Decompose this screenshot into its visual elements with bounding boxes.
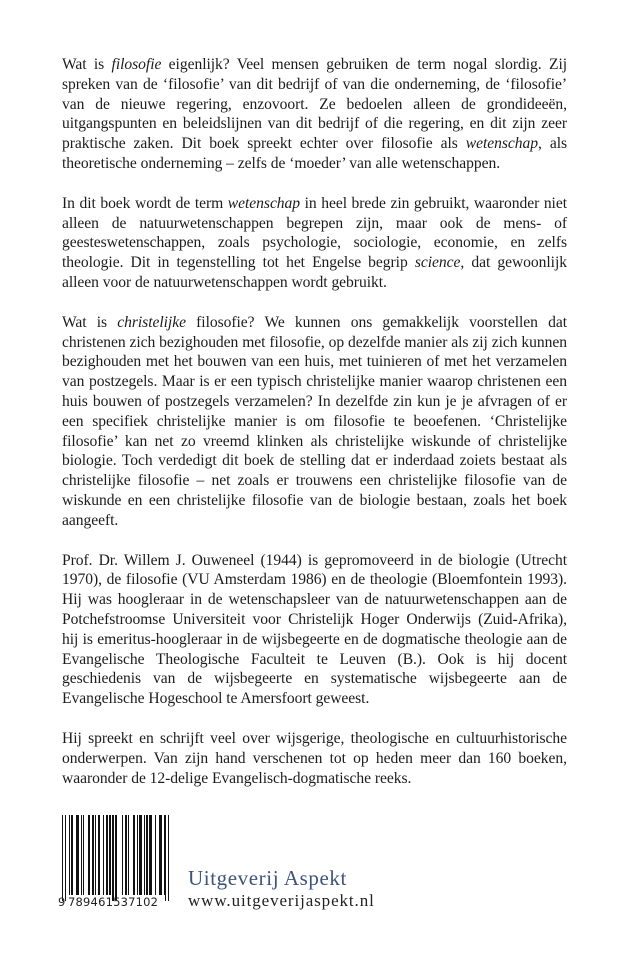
publisher-name: Uitgeverij Aspekt xyxy=(188,866,347,890)
isbn-barcode xyxy=(58,815,170,909)
text-segment: Hij spreekt en schrijft veel over wijsgerige, theologische en cultuurhistorische onderwerpen. Van zijn hand verschenen tot op heden meer dan 160 boeken, waaronder de 12-delige Evangelisch-dogmatische reeks. xyxy=(62,729,567,787)
text-segment: in heel brede zin gebruikt, waaronder niet alleen de natuurwetenschappen begrepen zijn, maar ook de mens- of geesteswetenschappen, zoals psychologie, sociologie, economie, en zelfs theologie. Dit in tegenstelling tot het Engelse begrip xyxy=(62,194,567,272)
barcode-number: 789461537102 xyxy=(68,895,159,909)
text-segment: eigenlijk? Veel mensen gebruiken de term nogal slordig. Zij spreken van de ‘filosofie’ van dit bedrijf of van die onderneming, de ‘filosofie’ van de nieuwe regering, enzovoort. Ze bedoelen alleen de grondideeën, uitgangspunten en beleidslijnen van dit bedrijf of die regering, en dit zijn zeer praktische zaken. Dit boek spreekt echter over filosofie als xyxy=(62,56,568,153)
text-segment: Wat is xyxy=(62,56,112,73)
text-segment: In dit boek wordt de term xyxy=(62,194,228,212)
italic-term: wetenschap xyxy=(465,135,539,153)
paragraph-author-works xyxy=(62,729,567,788)
text-segment: , als theoretische onderneming – zelfs de ‘moeder’ van alle wetenschappen. xyxy=(62,135,567,172)
publisher-url: www.uitgeverijaspekt.nl xyxy=(188,891,375,910)
paragraph-what-is-philosophy xyxy=(62,55,567,174)
back-cover-text xyxy=(62,55,567,808)
text-segment: , dat gewoonlijk alleen voor de natuurwetenschappen wordt gebruikt. xyxy=(62,254,567,291)
barcode-icon xyxy=(62,815,170,895)
italic-term: filosofie xyxy=(111,56,162,73)
text-segment: Prof. Dr. Willem J. Ouweneel (1944) is gepromoveerd in de biologie (Utrecht 1970), de filosofie (VU Amsterdam 1986) en de theologie (Bloemfontein 1993). Hij was hoogleraar in de wetenschapsleer van de natuurwetenschappen aan de Potchefstroomse Universiteit voor Christelijk Hoger Onderwijs (Zuid-Afrika), hij is emeritus-hoogleraar in de wijsbegeerte en de dogmatische theologie aan de Evangelische Theologische Faculteit te Leuven (B.). Ook is hij docent geschiedenis van de wijsbegeerte en systematische wijsbegeerte aan de Evangelische Hogeschool te Amersfoort geweest. xyxy=(62,551,567,708)
paragraph-science-definition xyxy=(62,194,567,293)
italic-term: christelijke xyxy=(117,313,186,331)
barcode-lead-digit: 9 xyxy=(58,895,66,909)
italic-term: science xyxy=(414,254,461,272)
italic-term: wetenschap xyxy=(227,194,301,212)
paragraph-author-bio xyxy=(62,551,567,709)
publisher-block xyxy=(188,866,375,911)
barcode-digits xyxy=(58,896,170,908)
barcode-bar xyxy=(168,815,169,901)
text-segment: Wat is xyxy=(62,313,118,331)
paragraph-christian-philosophy xyxy=(62,313,567,531)
text-segment: filosofie? We kunnen ons gemakkelijk voorstellen dat christenen zich bezighouden met filosofie, op dezelfde manier als zij zich kunnen bezighouden met het bouwen van een huis, met tuinieren of met het verzamelen van postzegels. Maar is er een typisch christelijke manier waarop christenen een huis bouwen of postzegels verzamelen? In dezelfde zin kun je je afvragen of er een specifiek christelijke manier is om filosofie te beoefenen. ‘Christelijke filosofie’ kan net zo vreemd klinken als christelijke wiskunde of christelijke biologie. Toch verdedigt dit boek de stelling dat er inderdaad zoiets bestaat als christelijke filosofie – net zoals er trouwens een christelijke filosofie van de wiskunde en een christelijke filosofie van de biologie bestaan, zoals het boek aangeeft. xyxy=(62,313,567,529)
